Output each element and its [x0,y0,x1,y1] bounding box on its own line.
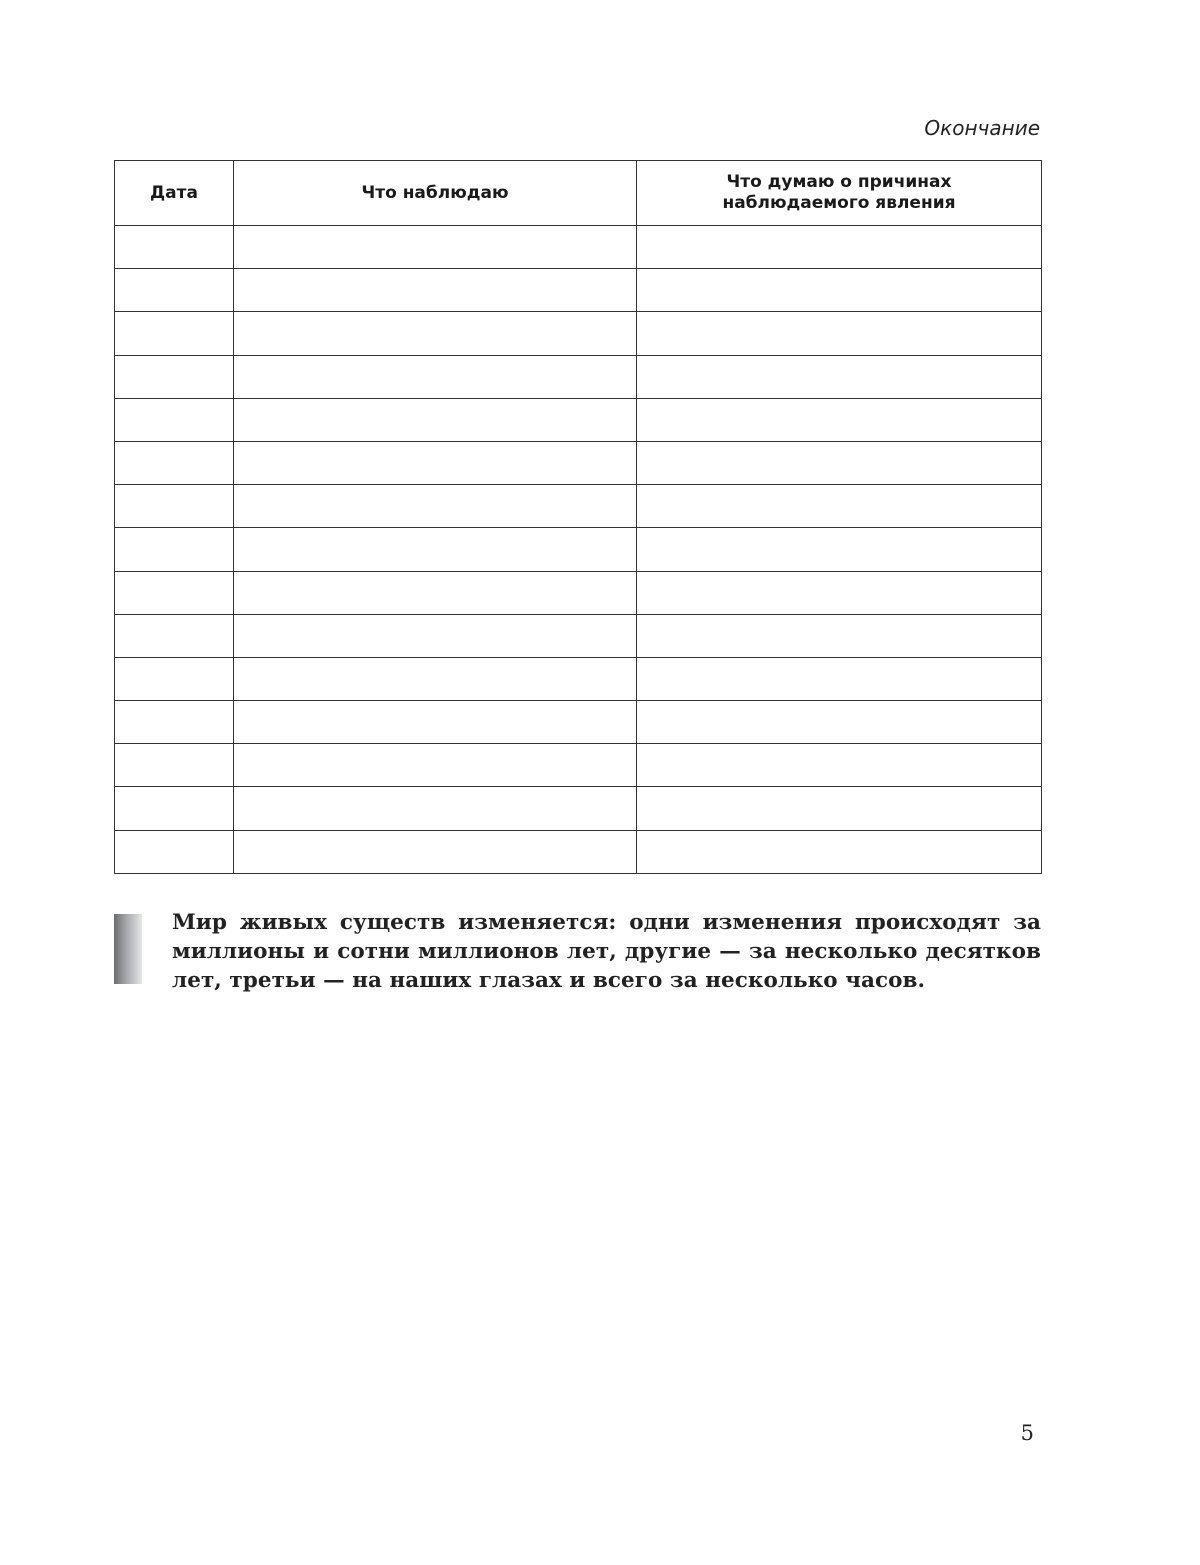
observe-cell[interactable] [234,398,637,441]
reason-cell[interactable] [637,226,1042,269]
reason-cell[interactable] [637,614,1042,657]
date-cell[interactable] [115,830,234,873]
date-cell[interactable] [115,701,234,744]
reason-cell[interactable] [637,312,1042,355]
callout-box [114,908,1041,995]
table-row [115,657,1042,700]
table-body [115,226,1042,874]
table-row [115,441,1042,484]
header-reason [637,161,1042,226]
observe-cell[interactable] [234,226,637,269]
observe-cell[interactable] [234,830,637,873]
observe-cell[interactable] [234,744,637,787]
header-date-label: Дата [150,182,198,203]
date-cell[interactable] [115,614,234,657]
table-row [115,571,1042,614]
observe-cell[interactable] [234,571,637,614]
date-cell[interactable] [115,571,234,614]
observe-cell[interactable] [234,441,637,484]
observe-cell[interactable] [234,312,637,355]
table-row [115,744,1042,787]
table-header-row [115,161,1042,226]
page-number: 5 [1020,1421,1034,1445]
table-row [115,485,1042,528]
date-cell[interactable] [115,269,234,312]
date-cell[interactable] [115,744,234,787]
observe-cell[interactable] [234,657,637,700]
reason-cell[interactable] [637,269,1042,312]
date-cell[interactable] [115,398,234,441]
observation-table [114,160,1042,874]
date-cell[interactable] [115,441,234,484]
header-observe [234,161,637,226]
reason-cell[interactable] [637,528,1042,571]
observe-cell[interactable] [234,269,637,312]
date-cell[interactable] [115,355,234,398]
callout-text: Мир живых существ изменяется: одни изменения происходят за миллионы и сотни миллионов лет, другие — за несколько десятков лет, третьи — на наших глазах и всего за несколько часов. [172,910,1041,993]
table-row [115,269,1042,312]
table-row [115,355,1042,398]
observe-cell[interactable] [234,614,637,657]
reason-cell[interactable] [637,485,1042,528]
table-row [115,830,1042,873]
observe-cell[interactable] [234,485,637,528]
date-cell[interactable] [115,787,234,830]
table-row [115,528,1042,571]
table-row [115,398,1042,441]
reason-cell[interactable] [637,657,1042,700]
observe-cell[interactable] [234,528,637,571]
date-cell[interactable] [115,657,234,700]
date-cell[interactable] [115,528,234,571]
callout-gradient-bar [114,914,142,984]
reason-cell[interactable] [637,441,1042,484]
reason-cell[interactable] [637,701,1042,744]
table-row [115,787,1042,830]
date-cell[interactable] [115,312,234,355]
continuation-label: Окончание [924,116,1040,140]
observe-cell[interactable] [234,355,637,398]
table-row [115,614,1042,657]
reason-cell[interactable] [637,744,1042,787]
date-cell[interactable] [115,226,234,269]
observe-cell[interactable] [234,787,637,830]
header-date [115,161,234,226]
header-reason-label: Что думаю о причинах наблюдаемого явления [722,172,956,213]
date-cell[interactable] [115,485,234,528]
reason-cell[interactable] [637,830,1042,873]
reason-cell[interactable] [637,571,1042,614]
table-row [115,312,1042,355]
header-observe-label: Что наблюдаю [361,182,509,203]
table-row [115,226,1042,269]
observe-cell[interactable] [234,701,637,744]
reason-cell[interactable] [637,355,1042,398]
reason-cell[interactable] [637,398,1042,441]
table-row [115,701,1042,744]
reason-cell[interactable] [637,787,1042,830]
